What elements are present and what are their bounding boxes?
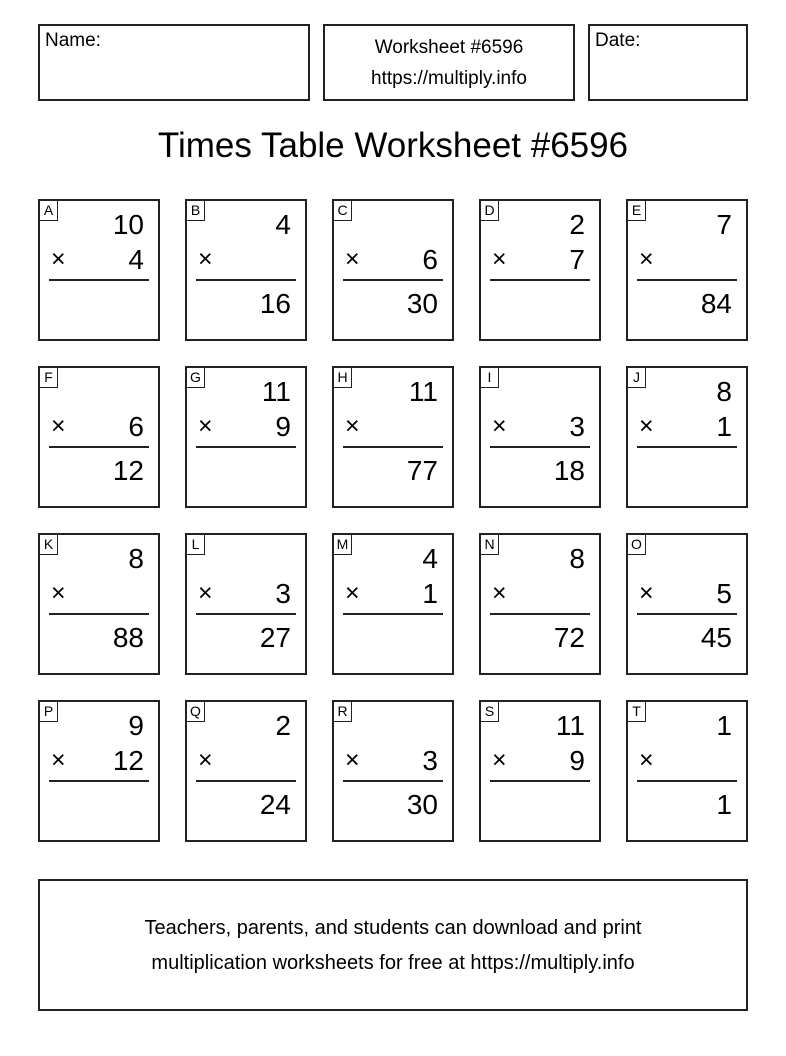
multiplier: 6	[422, 244, 438, 275]
product: 24	[259, 789, 291, 820]
multiplicand: 11	[261, 376, 291, 407]
times-sign: ×	[492, 746, 507, 774]
times-sign: ×	[639, 245, 654, 273]
answer-line	[637, 613, 737, 615]
answer-line	[196, 780, 296, 782]
problem-card	[332, 700, 454, 842]
problem-card	[38, 700, 160, 842]
times-sign: ×	[492, 412, 507, 440]
name-label: Name:	[45, 30, 101, 51]
product: 27	[259, 622, 291, 653]
multiplier: 9	[569, 745, 585, 776]
problem-card	[332, 199, 454, 341]
times-sign: ×	[492, 579, 507, 607]
multiplicand: 4	[275, 209, 291, 240]
times-sign: ×	[345, 746, 360, 774]
multiplicand: 2	[569, 209, 585, 240]
page-title: Times Table Worksheet #6596	[157, 126, 629, 165]
product: 18	[553, 455, 585, 486]
multiplier: 6	[128, 411, 144, 442]
answer-line	[196, 279, 296, 281]
multiplier: 7	[569, 244, 585, 275]
footer-line-2: multiplication worksheets for free at https://multiply.info	[151, 952, 635, 974]
answer-line	[343, 780, 443, 782]
times-sign: ×	[639, 579, 654, 607]
answer-line	[49, 780, 149, 782]
problem-letter: L	[186, 534, 205, 555]
problem-letter: J	[627, 367, 646, 388]
problem-card	[185, 199, 307, 341]
product: 77	[406, 455, 438, 486]
problem-letter: S	[480, 701, 499, 722]
answer-line	[637, 780, 737, 782]
product: 16	[259, 288, 291, 319]
times-sign: ×	[639, 412, 654, 440]
multiplier: 1	[422, 578, 438, 609]
problem-letter: N	[480, 534, 499, 555]
multiplicand: 11	[555, 710, 585, 741]
problem-card	[185, 366, 307, 508]
problem-card	[626, 700, 748, 842]
times-sign: ×	[639, 746, 654, 774]
problem-card	[38, 533, 160, 675]
problem-card	[479, 366, 601, 508]
footer-line-1: Teachers, parents, and students can download and print	[144, 917, 642, 939]
multiplicand: 11	[408, 376, 438, 407]
times-sign: ×	[51, 579, 66, 607]
answer-line	[637, 279, 737, 281]
times-sign: ×	[51, 245, 66, 273]
footer-box	[38, 879, 748, 1011]
times-sign: ×	[198, 245, 213, 273]
problem-letter: K	[39, 534, 58, 555]
worksheet-id-box	[323, 24, 575, 101]
times-sign: ×	[51, 746, 66, 774]
times-sign: ×	[345, 412, 360, 440]
answer-line	[49, 613, 149, 615]
multiplicand: 9	[128, 710, 144, 741]
product: 84	[700, 288, 732, 319]
problem-card	[479, 533, 601, 675]
multiplier: 1	[716, 411, 732, 442]
problem-letter: O	[627, 534, 646, 555]
multiplier: 3	[569, 411, 585, 442]
product: 30	[406, 789, 438, 820]
answer-line	[196, 446, 296, 448]
problem-letter: C	[333, 200, 352, 221]
answer-line	[49, 446, 149, 448]
answer-line	[490, 279, 590, 281]
product: 88	[112, 622, 144, 653]
problem-letter: M	[333, 534, 352, 555]
answer-line	[343, 613, 443, 615]
problem-letter: I	[480, 367, 499, 388]
problem-card	[332, 366, 454, 508]
problem-letter: E	[627, 200, 646, 221]
problem-letter: F	[39, 367, 58, 388]
product: 45	[700, 622, 732, 653]
problem-letter: R	[333, 701, 352, 722]
product: 30	[406, 288, 438, 319]
multiplicand: 8	[128, 543, 144, 574]
times-sign: ×	[198, 412, 213, 440]
problem-letter: T	[627, 701, 646, 722]
worksheet-number: Worksheet #6596	[374, 37, 524, 58]
multiplier: 4	[128, 244, 144, 275]
multiplier: 9	[275, 411, 291, 442]
multiplicand: 10	[112, 209, 144, 240]
answer-line	[343, 279, 443, 281]
problem-card	[38, 199, 160, 341]
product: 72	[553, 622, 585, 653]
multiplicand: 2	[275, 710, 291, 741]
answer-line	[49, 279, 149, 281]
problem-card	[626, 533, 748, 675]
problem-letter: P	[39, 701, 58, 722]
worksheet-url: https://multiply.info	[371, 68, 527, 89]
multiplicand: 4	[422, 543, 438, 574]
product: 1	[716, 789, 732, 820]
problem-card	[626, 366, 748, 508]
answer-line	[490, 780, 590, 782]
answer-line	[490, 446, 590, 448]
problem-letter: H	[333, 367, 352, 388]
problem-card	[626, 199, 748, 341]
problem-card	[38, 366, 160, 508]
multiplier: 5	[716, 578, 732, 609]
times-sign: ×	[198, 746, 213, 774]
times-sign: ×	[51, 412, 66, 440]
answer-line	[490, 613, 590, 615]
problem-letter: A	[39, 200, 58, 221]
multiplicand: 8	[716, 376, 732, 407]
date-label: Date:	[595, 30, 641, 51]
problem-letter: G	[186, 367, 205, 388]
multiplicand: 1	[716, 710, 732, 741]
problem-card	[185, 700, 307, 842]
problem-letter: D	[480, 200, 499, 221]
times-sign: ×	[345, 579, 360, 607]
times-sign: ×	[198, 579, 213, 607]
problem-card	[479, 199, 601, 341]
times-sign: ×	[345, 245, 360, 273]
date-field-box	[588, 24, 748, 101]
multiplicand: 7	[716, 209, 732, 240]
problem-letter: B	[186, 200, 205, 221]
problem-card	[185, 533, 307, 675]
answer-line	[637, 446, 737, 448]
answer-line	[196, 613, 296, 615]
multiplicand: 8	[569, 543, 585, 574]
name-field-box	[38, 24, 310, 101]
problem-letter: Q	[186, 701, 205, 722]
problem-card	[479, 700, 601, 842]
answer-line	[343, 446, 443, 448]
product: 12	[112, 455, 144, 486]
multiplier: 3	[275, 578, 291, 609]
multiplier: 12	[112, 745, 144, 776]
multiplier: 3	[422, 745, 438, 776]
problem-card	[332, 533, 454, 675]
times-sign: ×	[492, 245, 507, 273]
